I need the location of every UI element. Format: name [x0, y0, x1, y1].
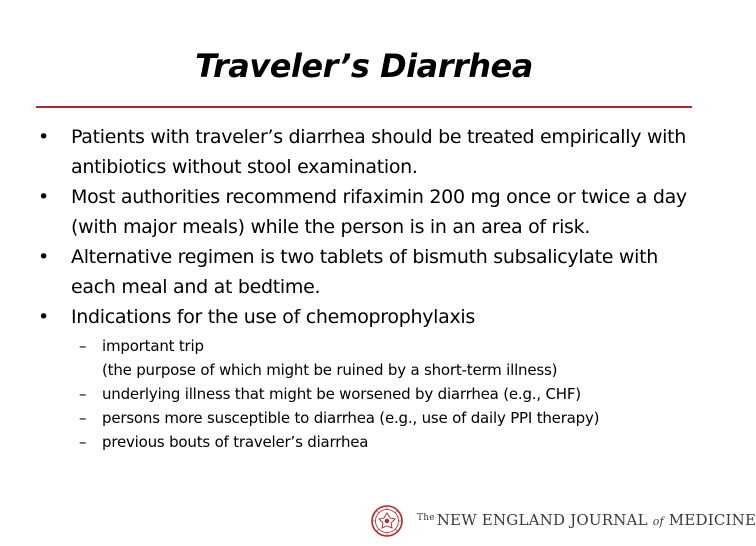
bullet-item [38, 182, 692, 242]
sub-bullet-item [79, 430, 692, 454]
sub-bullet-continuation: (the purpose of which might be ruined by a short-term illness) [102, 361, 558, 379]
bullet-text: Indications for the use of chemoprophylaxis [71, 306, 475, 328]
journal-seal-icon [371, 505, 403, 537]
sub-bullet-item [79, 382, 692, 406]
slide-title: Traveler’s Diarrhea [195, 47, 533, 85]
bullet-list [0, 122, 728, 454]
journal-the: The [417, 513, 435, 523]
bullet-text: Patients with traveler’s diarrhea should be treated empirically with antibiotics without stool examination. [71, 126, 687, 178]
journal-of: of [652, 515, 664, 528]
bullet-text: Most authorities recommend rifaximin 200 mg once or twice a day (with major meals) while the person is in an area of risk. [71, 186, 687, 238]
sub-bullet-marker: – [79, 385, 87, 403]
bullet-marker: • [38, 126, 49, 148]
sub-bullet-marker: – [79, 337, 87, 355]
title-divider [36, 106, 692, 108]
sub-bullet-text: previous bouts of traveler’s diarrhea [102, 433, 369, 451]
sub-bullet-text: persons more susceptible to diarrhea (e.g., use of daily PPI therapy) [102, 409, 600, 427]
sub-bullet-text: underlying illness that might be worsened by diarrhea (e.g., CHF) [102, 385, 581, 403]
sub-bullet-item [79, 334, 692, 382]
journal-logo [371, 505, 756, 537]
sub-bullet-item [79, 406, 692, 430]
sub-bullet-text: important trip [102, 337, 204, 355]
journal-name [417, 511, 756, 529]
bullet-marker: • [38, 186, 49, 208]
bullet-item [38, 122, 692, 182]
bullet-marker: • [38, 306, 49, 328]
bullet-item [38, 302, 692, 332]
bullet-item [38, 242, 692, 302]
sub-bullet-marker: – [79, 433, 87, 451]
bullet-text: Alternative regimen is two tablets of bismuth subsalicylate with each meal and at bedtime. [71, 246, 659, 298]
sub-bullet-marker: – [79, 409, 87, 427]
journal-name-part-2: MEDICINE [668, 511, 756, 529]
journal-name-part-1: NEW ENGLAND JOURNAL [436, 511, 648, 529]
bullet-marker: • [38, 246, 49, 268]
